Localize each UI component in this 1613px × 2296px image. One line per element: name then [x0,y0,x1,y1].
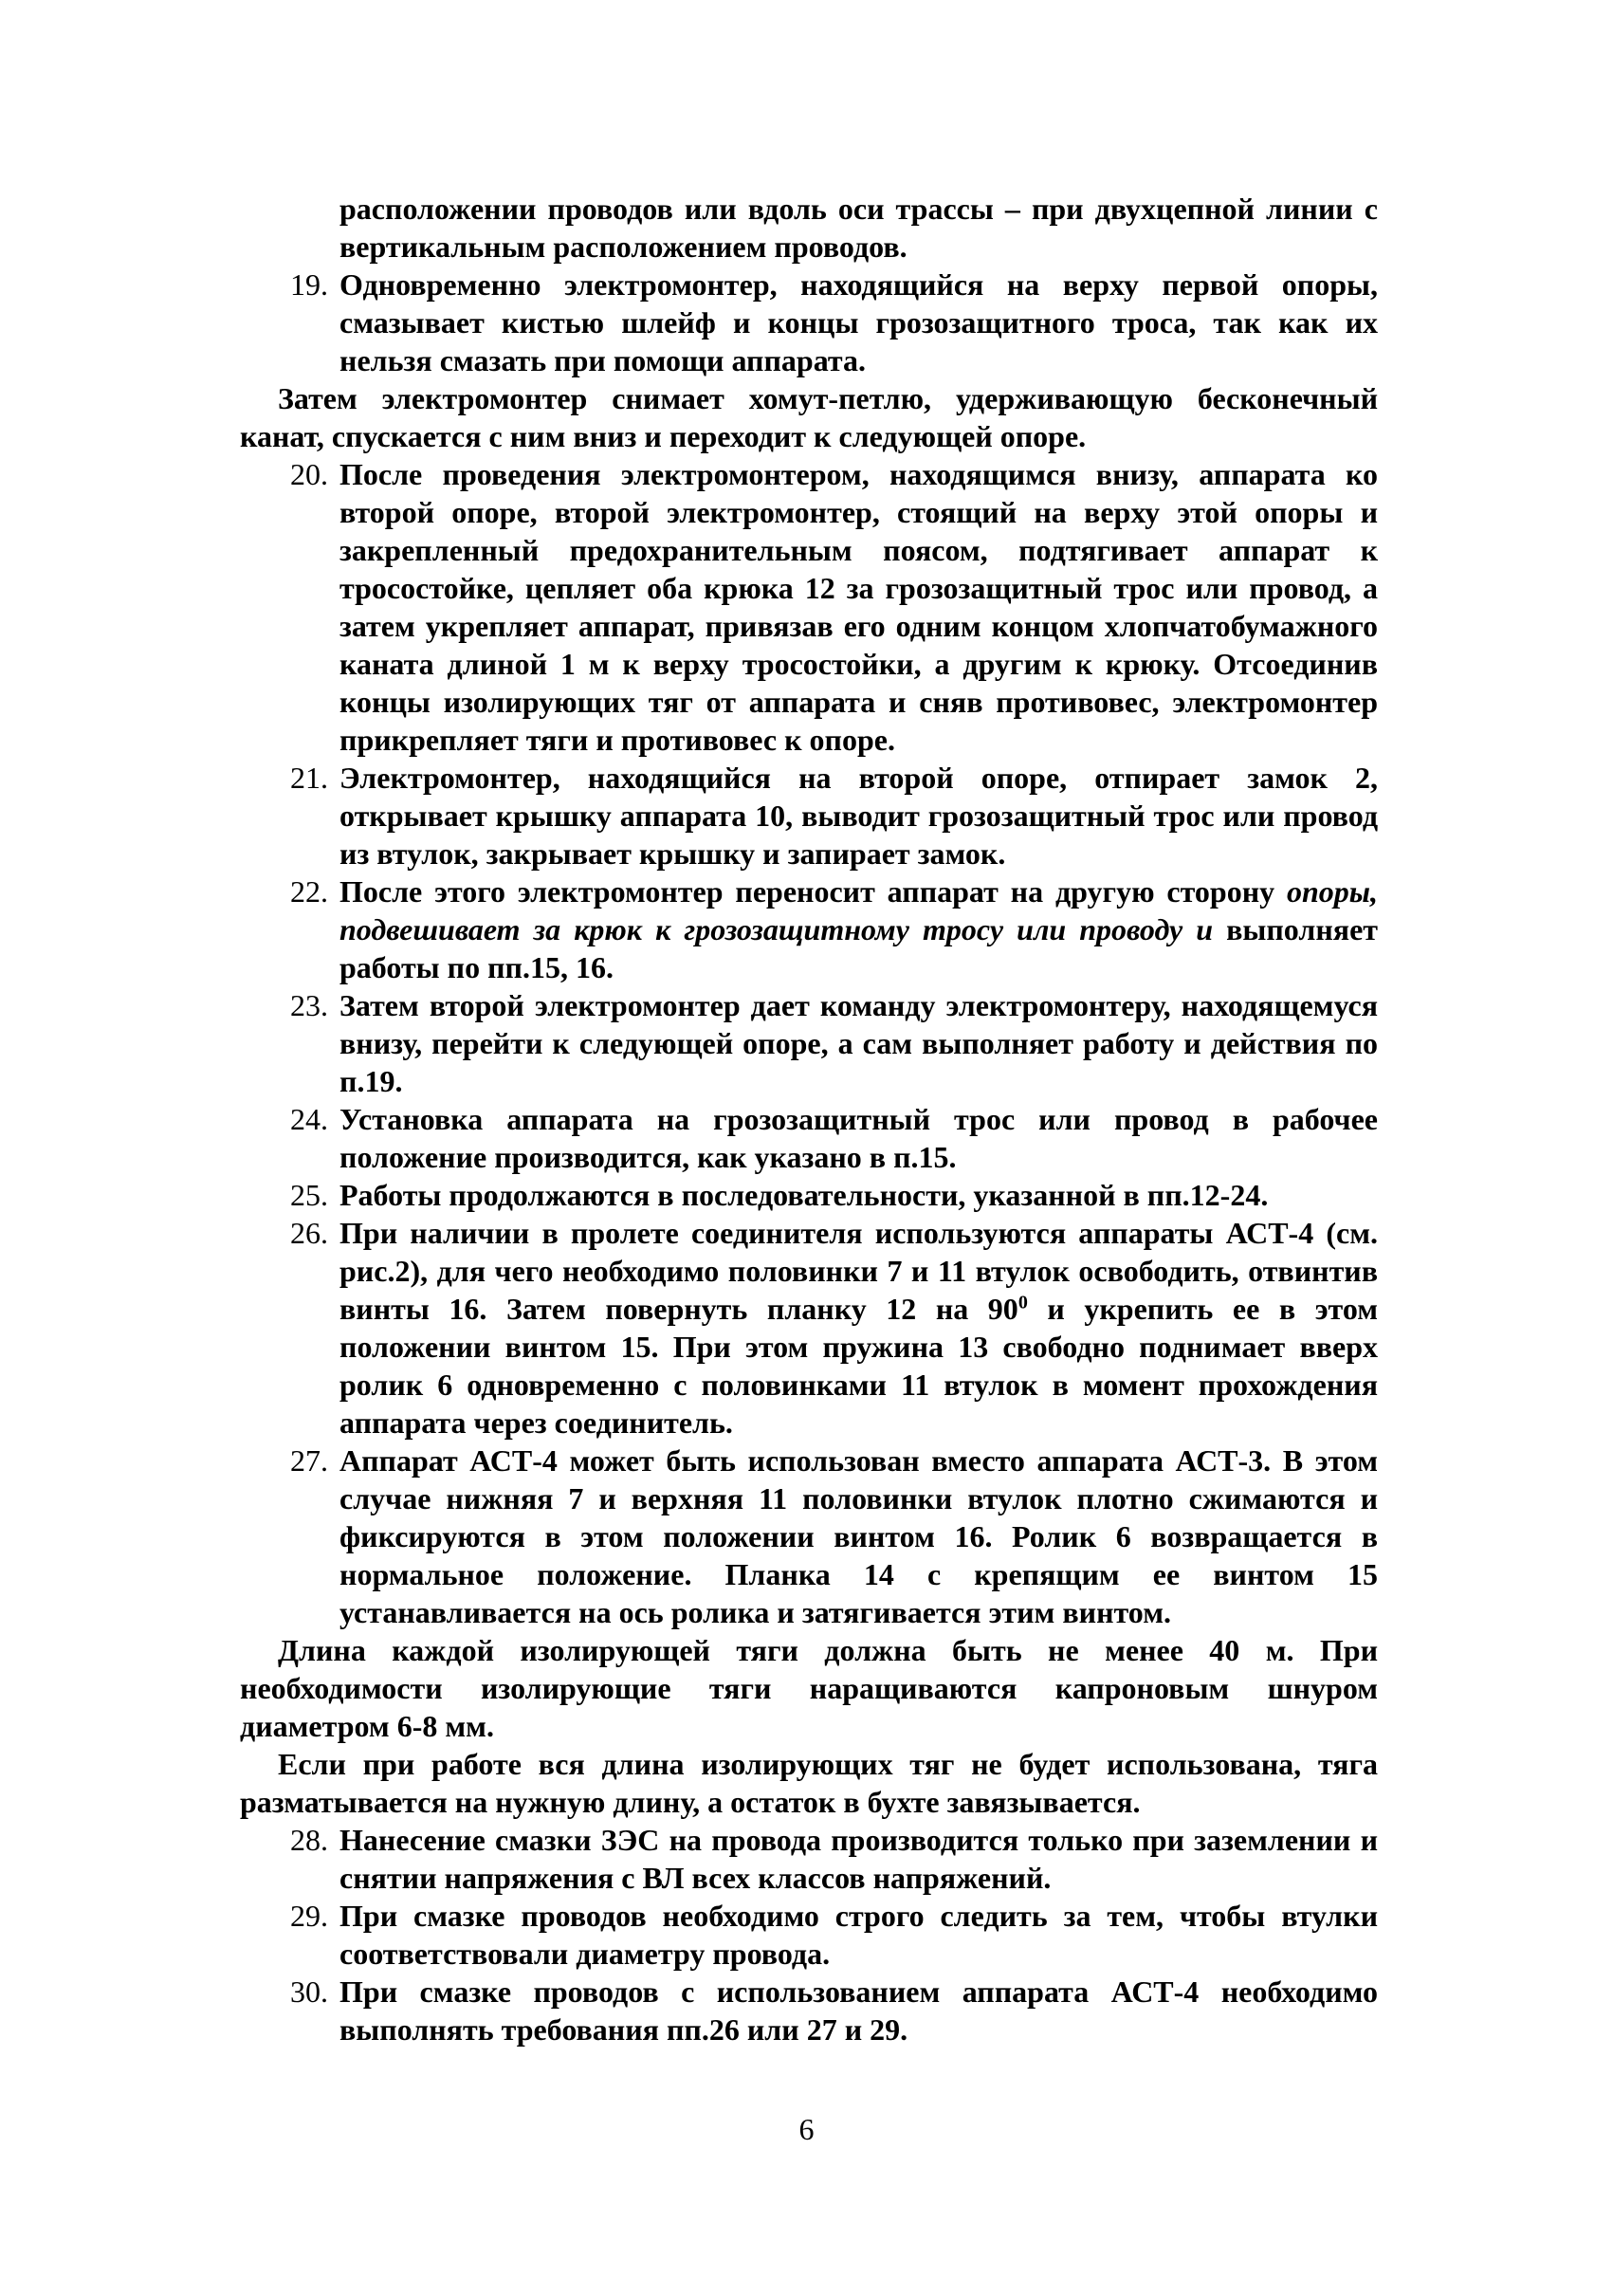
item-text: При смазке проводов необходимо строго следить за тем, чтобы втулки соответствовали диаметру провода. [339,1899,1378,1971]
item-text [339,1214,1378,1442]
item-text: После проведения электромонтером, находящимся внизу, аппарата ко второй опоре, второй электромонтер, стоящий на верху этой опоры и закрепленный предохранительным поясом, подтягивает аппарат к тросостойке, цепляет оба крюка 12 за грозозащитный трос или провод, а затем укрепляет аппарат, привязав его одним концом хлопчатобумажного каната длиной 1 м к верху тросостойки, а другим к крюку. Отсоединив концы изолирующих тяг от аппарата и сняв противовес, электромонтер прикрепляет тяги и противовес к опоре. [339,457,1378,757]
list-item [240,986,1378,1100]
item-text: Работы продолжаются в последовательности, указанной в пп.12-24. [339,1178,1269,1212]
list-item [240,872,1378,986]
paragraph: Если при работе вся длина изолирующих тяг не будет использована, тяга разматывается на нужную длину, а остаток в бухте завязывается. [240,1747,1378,1819]
item-text-part: и укрепить ее в этом положении винтом 15. При этом пружина 13 свободно поднимает вверх ролик 6 одновременно с половинками 11 втулок в момент прохождения аппарата через соединитель. [339,1292,1379,1440]
item-text-italic: опоры, подвешивает за крюк к грозозащитному тросу или проводу и [339,874,1378,946]
item-number: 28. [290,1823,328,1857]
item-number: 24. [290,1102,328,1136]
list-item [240,266,1378,379]
item-number: 26. [290,1216,328,1250]
item-text: Нанесение смазки ЗЭС на провода производится только при заземлении и снятии напряжения с ВЛ всех классов напряжений. [339,1823,1378,1895]
item-number: 30. [290,1975,328,2009]
list-item [240,1100,1378,1176]
item-text-part: выполняет работы по пп.15, 16. [339,912,1378,984]
list-item [240,1442,1378,1631]
paragraph: Затем электромонтер снимает хомут-петлю, удерживающую бесконечный канат, спускается с ним вниз и переходит к следующей опоре. [240,381,1378,453]
list-item [240,1176,1378,1214]
item-text-part: После этого электромонтер переносит аппарат на другую сторону [339,874,1287,909]
item-number: 22. [290,874,328,909]
item-text [339,872,1378,986]
item-text: Одновременно электромонтер, находящийся на верху первой опоры, смазывает кистью шлейф и концы грозозащитного троса, так как их нельзя смазать при помощи аппарата. [339,267,1378,377]
continuation-text: расположении проводов или вдоль оси трассы – при двухцепной линии с вертикальным расположением проводов. [339,192,1378,264]
item-number: 19. [290,267,328,302]
item-number: 23. [290,988,328,1022]
item-text: Аппарат АСТ-4 может быть использован вместо аппарата АСТ-3. В этом случае нижняя 7 и верхняя 11 половинки втулок плотно сжимаются и фиксируются в этом положении винтом 16. Ролик 6 возвращается в нормальное положение. Планка 14 с крепящим ее винтом 15 устанавливается на ось ролика и затягивается этим винтом. [339,1443,1378,1629]
list-item [240,759,1378,872]
list-item [240,1821,1378,1897]
degree-superscript: 0 [1017,1292,1028,1313]
list-item [240,455,1378,759]
list-item [240,1897,1378,1973]
page-number: 6 [798,2112,815,2146]
item-text: Электромонтер, находящийся на второй опоре, отпирает замок 2, открывает крышку аппарата 10, выводит грозозащитный трос или провод из втулок, закрывает крышку и запирает замок. [339,761,1378,871]
paragraph: Длина каждой изолирующей тяги должна быть не менее 40 м. При необходимости изолирующие тяги наращиваются капроновым шнуром диаметром 6-8 мм. [240,1633,1378,1743]
page-content [240,190,1378,2048]
item-text-part: При наличии в пролете соединителя используются аппараты АСТ-4 (см. рис.2), для чего необходимо половинки 7 и 11 втулок освободить, отвинтив винты 16. Затем повернуть планку 12 на 90 [339,1216,1378,1326]
item-number: 21. [290,761,328,795]
item-number: 27. [290,1443,328,1478]
item-text: Затем второй электромонтер дает команду электромонтеру, находящемуся внизу, перейти к следующей опоре, а сам выполняет работу и действия по п.19. [339,988,1378,1098]
item-number: 20. [290,457,328,491]
list-item [240,1973,1378,2048]
item-text: Установка аппарата на грозозащитный трос или провод в рабочее положение производится, как указано в п.15. [339,1102,1378,1174]
item-text: При смазке проводов с использованием аппарата АСТ-4 необходимо выполнять требования пп.26 или 27 и 29. [339,1975,1378,2047]
list-item [240,1214,1378,1442]
item-number: 25. [290,1178,328,1212]
item-number: 29. [290,1899,328,1933]
